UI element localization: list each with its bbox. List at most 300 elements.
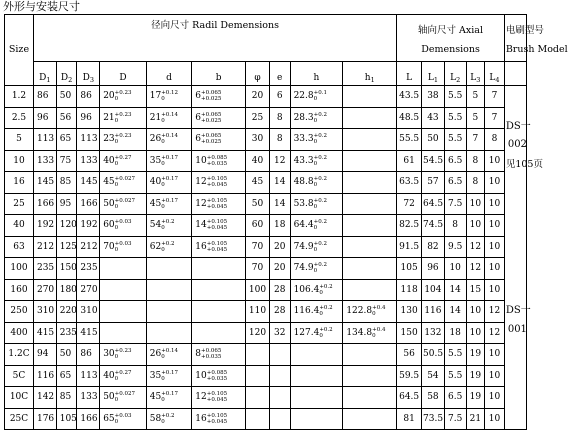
table-cell: 192 xyxy=(77,215,100,237)
upper-tolerance: +0.14 xyxy=(161,133,179,140)
table-cell: 1.2 xyxy=(5,86,34,108)
upper-tolerance: +0.027 xyxy=(114,176,135,183)
table-cell xyxy=(343,344,397,366)
nominal-value: 16 xyxy=(195,413,207,424)
table-cell xyxy=(100,344,147,366)
tolerance xyxy=(161,155,178,167)
tolerance xyxy=(161,198,178,210)
table-cell: 96 xyxy=(422,258,445,280)
table-cell xyxy=(343,172,397,194)
lower-tolerance: 0 xyxy=(161,139,165,146)
nominal-value: 6 xyxy=(195,91,202,102)
table-cell: 10 xyxy=(485,172,505,194)
upper-tolerance: +0.065 xyxy=(201,90,222,97)
nominal-value: 12 xyxy=(195,177,207,188)
table-cell: 25C xyxy=(5,408,34,430)
table-cell: 50 xyxy=(56,344,77,366)
table-cell xyxy=(146,150,192,172)
upper-tolerance: +0.2 xyxy=(313,176,327,183)
table-cell: 415 xyxy=(77,322,100,344)
table-cell xyxy=(343,387,397,409)
table-cell: 30 xyxy=(246,129,270,151)
table-cell xyxy=(343,258,397,280)
tolerance xyxy=(161,133,178,145)
tolerance xyxy=(319,305,332,317)
upper-tolerance: +0.2 xyxy=(313,111,327,118)
table-cell: 10 xyxy=(485,150,505,172)
table-cell: 8 xyxy=(269,129,290,151)
nominal-value: 8 xyxy=(195,349,202,360)
table-cell xyxy=(192,150,246,172)
lower-tolerance: 0 xyxy=(114,160,119,167)
nominal-value: 74.9 xyxy=(293,263,314,274)
lower-tolerance: 0 xyxy=(114,354,119,361)
table-cell xyxy=(343,301,397,323)
table-cell xyxy=(100,387,147,409)
table-cell: 40 xyxy=(5,215,34,237)
lower-tolerance: +0.035 xyxy=(206,375,228,382)
column-header-symbol: e xyxy=(277,73,283,83)
table-cell: 85 xyxy=(56,172,77,194)
table-cell: 15 xyxy=(466,279,485,301)
upper-tolerance: +0.027 xyxy=(114,197,135,204)
table-cell xyxy=(146,322,192,344)
table-cell: 5 xyxy=(466,86,485,108)
table-cell: 40 xyxy=(246,150,270,172)
column-header-symbol: L xyxy=(489,73,496,83)
upper-tolerance: +0.2 xyxy=(161,240,175,247)
table-cell xyxy=(100,408,147,430)
lower-tolerance: +0.045 xyxy=(206,418,228,425)
upper-tolerance: +0.2 xyxy=(319,326,333,333)
tolerance xyxy=(161,112,178,124)
lower-tolerance: +0.025 xyxy=(201,96,222,103)
table-cell: 145 xyxy=(33,172,56,194)
tolerance xyxy=(314,155,327,167)
nominal-value: 64.4 xyxy=(293,220,314,231)
table-cell xyxy=(100,301,147,323)
table-cell xyxy=(290,344,343,366)
model-subheader xyxy=(504,62,526,86)
lower-tolerance: +0.035 xyxy=(206,160,228,167)
lower-tolerance: 0 xyxy=(313,182,318,189)
table-cell: 133 xyxy=(77,150,100,172)
table-cell: 105 xyxy=(56,408,77,430)
lower-tolerance: +0.045 xyxy=(206,182,228,189)
column-header-subscript: 2 xyxy=(456,76,461,84)
table-cell: 100 xyxy=(5,258,34,280)
table-cell: 10 xyxy=(5,150,34,172)
table-cell: 82 xyxy=(422,236,445,258)
tolerance xyxy=(372,305,385,317)
table-cell: 10 xyxy=(485,408,505,430)
table-cell xyxy=(246,408,270,430)
table-cell: 118 xyxy=(397,279,422,301)
table-cell: 12 xyxy=(466,258,485,280)
table-cell xyxy=(343,193,397,215)
tolerance xyxy=(161,348,178,360)
nominal-value: 21 xyxy=(103,112,115,123)
table-cell xyxy=(100,236,147,258)
table-cell: 82.5 xyxy=(397,215,422,237)
lower-tolerance: 0 xyxy=(114,397,119,404)
lower-tolerance: 0 xyxy=(161,418,165,425)
table-cell xyxy=(146,365,192,387)
nominal-value: 40 xyxy=(103,155,115,166)
table-cell xyxy=(290,236,343,258)
tolerance xyxy=(201,90,221,102)
lower-tolerance: 0 xyxy=(114,117,119,124)
table-cell xyxy=(192,344,246,366)
table-cell: 10 xyxy=(485,215,505,237)
table-cell: 50.5 xyxy=(422,344,445,366)
tolerance xyxy=(207,198,227,210)
table-cell: 75 xyxy=(56,150,77,172)
lower-tolerance: +0.045 xyxy=(206,397,228,404)
upper-tolerance: +0.105 xyxy=(206,240,228,247)
table-cell: 56 xyxy=(56,107,77,129)
upper-tolerance: +0.03 xyxy=(114,240,132,247)
model-ds001-number: 001 xyxy=(507,323,527,335)
table-cell: 5.5 xyxy=(444,86,466,108)
column-header-symbol: h xyxy=(364,73,371,83)
table-cell xyxy=(192,365,246,387)
nominal-value: 53.8 xyxy=(293,198,314,209)
table-cell: 150 xyxy=(397,322,422,344)
table-cell: 270 xyxy=(33,279,56,301)
lower-tolerance: 0 xyxy=(372,311,376,318)
table-cell xyxy=(343,150,397,172)
nominal-value: 50 xyxy=(103,392,115,403)
table-cell: 57 xyxy=(422,172,445,194)
table-cell: 19 xyxy=(466,387,485,409)
table-cell: 125 xyxy=(56,236,77,258)
table-cell: 54 xyxy=(422,365,445,387)
nominal-value: 23 xyxy=(103,134,115,145)
table-cell: 310 xyxy=(33,301,56,323)
table-cell: 220 xyxy=(56,301,77,323)
table-row xyxy=(5,129,567,151)
column-header-subscript: 1 xyxy=(370,76,375,84)
tolerance xyxy=(115,155,132,167)
table-cell: 54.5 xyxy=(422,150,445,172)
lower-tolerance: 0 xyxy=(161,397,165,404)
lower-tolerance: 0 xyxy=(161,160,165,167)
upper-tolerance: +0.4 xyxy=(372,305,386,312)
table-cell xyxy=(290,172,343,194)
table-cell: 91.5 xyxy=(397,236,422,258)
tolerance xyxy=(201,112,221,124)
table-cell xyxy=(343,107,397,129)
see-page-note: 见105页 xyxy=(505,158,543,170)
lower-tolerance: 0 xyxy=(313,96,318,103)
table-cell: 32 xyxy=(269,322,290,344)
table-cell: 85 xyxy=(56,387,77,409)
table-cell: 16 xyxy=(5,172,34,194)
table-cell xyxy=(100,129,147,151)
column-header-symbol: d xyxy=(166,73,172,83)
nominal-value: 54 xyxy=(149,220,162,231)
lower-tolerance: 0 xyxy=(313,160,318,167)
table-cell: 9.5 xyxy=(444,236,466,258)
lower-tolerance: +0.045 xyxy=(206,225,228,232)
table-row xyxy=(5,408,567,430)
upper-tolerance: +0.2 xyxy=(313,262,327,269)
tolerance xyxy=(207,241,227,253)
model-header-line1: 电刷型号 xyxy=(505,25,544,36)
upper-tolerance: +0.105 xyxy=(206,219,228,226)
tolerance xyxy=(314,219,327,231)
table-cell xyxy=(192,172,246,194)
table-cell xyxy=(290,365,343,387)
table-cell xyxy=(290,279,343,301)
nominal-value: 40 xyxy=(103,370,115,381)
nominal-value: 50 xyxy=(103,198,115,209)
tolerance xyxy=(115,391,135,403)
table-cell: 133 xyxy=(77,387,100,409)
column-header-subscript: 4 xyxy=(495,76,500,84)
nominal-value: 12 xyxy=(195,198,207,209)
upper-tolerance: +0.2 xyxy=(313,197,327,204)
table-cell: 28 xyxy=(269,279,290,301)
table-cell: 250 xyxy=(5,301,34,323)
table-cell xyxy=(100,279,147,301)
table-cell: 1.2C xyxy=(5,344,34,366)
tolerance xyxy=(201,348,221,360)
table-cell xyxy=(343,408,397,430)
lower-tolerance: 0 xyxy=(313,203,318,210)
column-header-symbol: D xyxy=(119,73,127,83)
tolerance xyxy=(115,348,132,360)
table-cell: 65 xyxy=(56,365,77,387)
table-cell: 270 xyxy=(77,279,100,301)
column-header-symbol: L xyxy=(406,73,413,83)
nominal-value: 16 xyxy=(195,241,207,252)
table-cell: 400 xyxy=(5,322,34,344)
nominal-value: 33.3 xyxy=(293,134,314,145)
tolerance xyxy=(115,370,132,382)
table-cell: 235 xyxy=(33,258,56,280)
table-row xyxy=(5,215,567,237)
tolerance xyxy=(115,198,135,210)
axial-dimensions-header xyxy=(397,15,505,62)
table-cell: 7 xyxy=(485,86,505,108)
table-cell xyxy=(100,193,147,215)
table-row xyxy=(5,236,567,258)
table-cell xyxy=(146,301,192,323)
column-header-symbol: φ xyxy=(254,73,261,83)
lower-tolerance: 0 xyxy=(313,225,318,232)
tolerance xyxy=(319,284,332,296)
tolerance xyxy=(314,198,327,210)
upper-tolerance: +0.085 xyxy=(206,369,228,376)
column-header xyxy=(444,62,466,86)
nominal-value: 60 xyxy=(103,220,115,231)
nominal-value: 17 xyxy=(149,91,162,102)
column-header xyxy=(192,62,246,86)
lower-tolerance: 0 xyxy=(114,182,119,189)
tolerance xyxy=(161,90,178,102)
table-cell: 28 xyxy=(269,301,290,323)
tolerance xyxy=(314,133,327,145)
upper-tolerance: +0.23 xyxy=(114,90,132,97)
tolerance xyxy=(207,370,227,382)
table-cell: 10 xyxy=(466,301,485,323)
table-cell: 10 xyxy=(444,258,466,280)
upper-tolerance: +0.12 xyxy=(161,90,179,97)
table-cell xyxy=(146,236,192,258)
table-cell: 19 xyxy=(466,365,485,387)
table-cell: 10 xyxy=(466,322,485,344)
tolerance xyxy=(115,219,132,231)
column-header xyxy=(485,62,505,86)
column-header xyxy=(146,62,192,86)
nominal-value: 134.8 xyxy=(346,327,373,338)
table-cell: 10C xyxy=(5,387,34,409)
tolerance xyxy=(314,241,327,253)
table-cell xyxy=(290,129,343,151)
lower-tolerance: 0 xyxy=(114,96,119,103)
table-cell: 73.5 xyxy=(422,408,445,430)
table-cell: 5.5 xyxy=(444,344,466,366)
column-header-symbol: L xyxy=(450,73,457,83)
table-cell: 56 xyxy=(397,344,422,366)
table-cell: 18 xyxy=(444,322,466,344)
column-header-symbol: L xyxy=(427,73,434,83)
table-cell: 12 xyxy=(269,150,290,172)
table-cell: 25 xyxy=(246,107,270,129)
model-ds001: DS一 xyxy=(505,304,531,316)
column-header xyxy=(466,62,485,86)
upper-tolerance: +0.105 xyxy=(206,197,228,204)
tolerance xyxy=(161,413,174,425)
nominal-value: 45 xyxy=(149,198,162,209)
upper-tolerance: +0.17 xyxy=(161,176,179,183)
table-cell: 12 xyxy=(485,301,505,323)
table-cell xyxy=(192,86,246,108)
lower-tolerance: 0 xyxy=(161,182,165,189)
column-header xyxy=(33,62,56,86)
column-header-symbol: b xyxy=(215,73,222,83)
lower-tolerance: 0 xyxy=(161,203,165,210)
table-cell xyxy=(343,215,397,237)
table-cell: 7.5 xyxy=(444,193,466,215)
lower-tolerance: 0 xyxy=(114,418,119,425)
nominal-value: 10 xyxy=(195,155,207,166)
column-header-subscript: 3 xyxy=(89,76,94,84)
table-cell: 61 xyxy=(397,150,422,172)
lower-tolerance: 0 xyxy=(114,375,119,382)
table-cell xyxy=(100,322,147,344)
table-cell: 2.5 xyxy=(5,107,34,129)
nominal-value: 127.4 xyxy=(293,327,320,338)
column-header-subscript: 1 xyxy=(46,76,51,84)
table-cell: 8 xyxy=(466,150,485,172)
tolerance xyxy=(161,370,178,382)
table-cell: 10 xyxy=(485,258,505,280)
table-cell: 10 xyxy=(466,193,485,215)
table-cell: 14 xyxy=(444,301,466,323)
table-cell xyxy=(192,129,246,151)
table-cell: 5 xyxy=(5,129,34,151)
tolerance xyxy=(207,155,227,167)
upper-tolerance: +0.23 xyxy=(114,111,132,118)
table-cell: 50 xyxy=(422,129,445,151)
model-ds002-number: 002 xyxy=(507,138,527,150)
column-header xyxy=(343,62,397,86)
table-cell xyxy=(343,129,397,151)
table-cell: 235 xyxy=(77,258,100,280)
tolerance xyxy=(314,90,327,102)
upper-tolerance: +0.027 xyxy=(114,391,135,398)
table-cell: 180 xyxy=(56,279,77,301)
tolerance xyxy=(115,112,132,124)
table-cell: 100 xyxy=(246,279,270,301)
table-cell: 74.5 xyxy=(422,215,445,237)
table-cell: 45 xyxy=(246,172,270,194)
table-row xyxy=(5,301,567,323)
table-cell xyxy=(290,258,343,280)
table-cell: 59.5 xyxy=(397,365,422,387)
table-cell xyxy=(290,86,343,108)
table-cell: 10 xyxy=(466,215,485,237)
table-cell: 5.5 xyxy=(444,107,466,129)
table-cell xyxy=(146,408,192,430)
table-cell: 10 xyxy=(485,236,505,258)
nominal-value: 45 xyxy=(149,392,162,403)
table-cell: 133 xyxy=(33,150,56,172)
tolerance xyxy=(207,176,227,188)
tolerance xyxy=(115,413,132,425)
column-header-row xyxy=(5,62,567,86)
upper-tolerance: +0.23 xyxy=(114,348,132,355)
table-cell: 160 xyxy=(5,279,34,301)
table-cell xyxy=(343,236,397,258)
table-cell: 60 xyxy=(246,215,270,237)
table-cell: 43.5 xyxy=(397,86,422,108)
table-cell: 10 xyxy=(485,193,505,215)
tolerance xyxy=(161,219,174,231)
table-cell: 120 xyxy=(246,322,270,344)
table-cell xyxy=(192,408,246,430)
nominal-value: 122.8 xyxy=(346,306,373,317)
lower-tolerance: 0 xyxy=(114,225,119,232)
tolerance xyxy=(115,90,132,102)
lower-tolerance: 0 xyxy=(313,246,318,253)
upper-tolerance: +0.2 xyxy=(319,283,333,290)
table-cell: 7 xyxy=(466,129,485,151)
table-cell xyxy=(246,344,270,366)
table-cell: 105 xyxy=(397,258,422,280)
nominal-value: 65 xyxy=(103,413,115,424)
tolerance xyxy=(207,219,227,231)
tolerance xyxy=(161,176,178,188)
table-cell: 6.5 xyxy=(444,387,466,409)
upper-tolerance: +0.2 xyxy=(313,133,327,140)
nominal-value: 22.8 xyxy=(293,91,314,102)
table-row xyxy=(5,365,567,387)
upper-tolerance: +0.2 xyxy=(161,219,175,226)
nominal-value: 28.3 xyxy=(293,112,314,123)
size-header: Size xyxy=(5,15,34,86)
tolerance xyxy=(319,327,332,339)
table-cell: 8 xyxy=(466,172,485,194)
lower-tolerance: 0 xyxy=(114,246,119,253)
lower-tolerance: 0 xyxy=(161,225,165,232)
upper-tolerance: +0.2 xyxy=(161,412,175,419)
nominal-value: 106.4 xyxy=(293,284,320,295)
table-row xyxy=(5,279,567,301)
